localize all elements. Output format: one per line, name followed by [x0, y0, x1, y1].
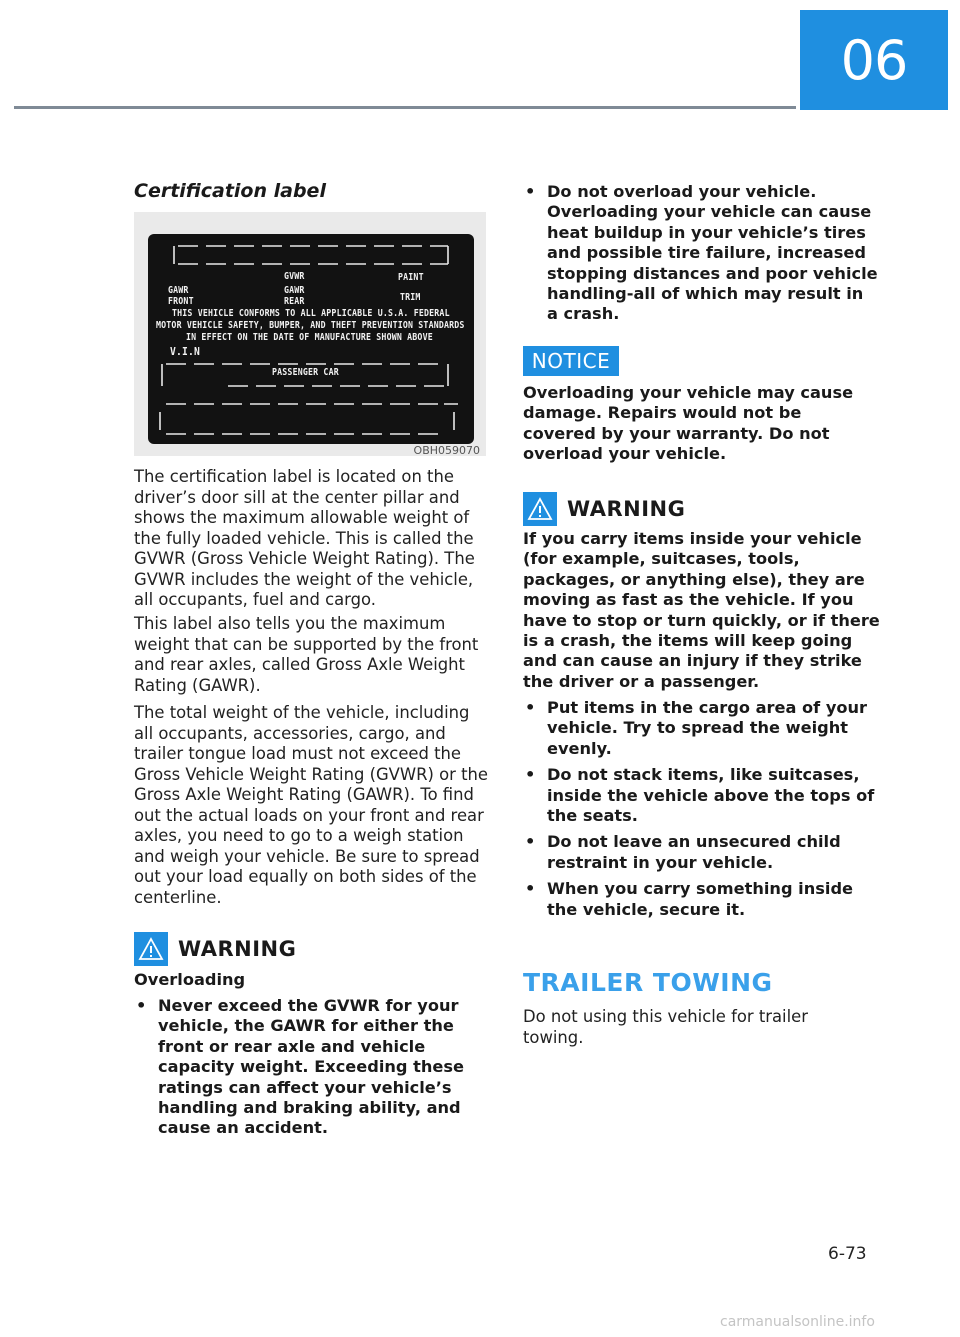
label-gawr-front-1: GAWR — [168, 285, 189, 296]
warning-2-list — [523, 698, 879, 926]
warning-1-list — [134, 996, 490, 1145]
overload-list — [523, 182, 879, 331]
certification-label-figure — [134, 212, 486, 456]
label-line-2: MOTOR VEHICLE SAFETY, BUMPER, AND THEFT PREVENTION STANDARDS — [156, 320, 465, 331]
label-gawr-front-2: FRONT — [168, 296, 194, 307]
warning-title-2: WARNING — [567, 497, 686, 521]
warning-subtitle: Overloading — [134, 970, 246, 989]
warning-header-1 — [134, 932, 296, 966]
chapter-tab: 06 — [800, 10, 948, 110]
label-passenger-car: PASSENGER CAR — [272, 367, 339, 378]
label-gawr-rear-1: GAWR — [284, 285, 305, 296]
label-vin: V.I.N — [170, 345, 201, 358]
section-title: Certification label — [134, 180, 326, 202]
list-item: • Do not stack items, like suitcases, inside the vehicle above the tops of the seats. — [523, 765, 879, 826]
paragraph-2: This label also tells you the maximum weight that can be supported by the front and rear axles, called Gross Axle Weight Rating (GAWR). — [134, 614, 479, 695]
header-rule — [14, 106, 796, 109]
label-line-1: THIS VEHICLE CONFORMS TO ALL APPLICABLE U.S.A. FEDERAL — [172, 308, 450, 319]
list-item: • Never exceed the GVWR for your vehicle, the GAWR for either the front or rear axle and vehicle capacity weight. Exceeding these ratings can affect your vehicle’s handling and braking ability, and cause an accident. — [134, 996, 490, 1139]
paragraph-1: The certification label is located on the driver’s door sill at the center pillar and shows the maximum allowable weight of the fully loaded vehicle. This is called the GVWR (Gross Vehicle Weight Rating). The GVWR includes the weight of the vehicle, all occupants, fuel and cargo. — [134, 467, 475, 609]
notice-text: Overloading your vehicle may cause damage. Repairs would not be covered by your warranty. Do not overload your vehicle. — [523, 383, 854, 464]
trailer-towing-heading: TRAILER TOWING — [523, 968, 773, 997]
warning-2-intro: If you carry items inside your vehicle (for example, suitcases, tools, packages, or anything else), they are moving as fast as the vehicle. If you have to stop or turn quickly, or if there is a crash, the items will keep going and can cause an injury if they strike the driver or a passenger. — [523, 529, 880, 691]
warning-header-2 — [523, 492, 685, 526]
watermark: carmanualsonline.info — [720, 1314, 875, 1330]
label-line-3: IN EFFECT ON THE DATE OF MANUFACTURE SHOWN ABOVE — [186, 332, 433, 343]
label-gawr-rear-2: REAR — [284, 296, 305, 307]
list-item: • Do not leave an unsecured child restraint in your vehicle. — [523, 832, 879, 873]
list-item: • Put items in the cargo area of your vehicle. Try to spread the weight evenly. — [523, 698, 879, 759]
label-trim: TRIM — [400, 292, 421, 303]
trailer-towing-text: Do not using this vehicle for trailer towing. — [523, 1007, 808, 1047]
certification-label-plate — [148, 234, 474, 444]
page-number: 6-73 — [828, 1244, 867, 1264]
label-gvwr: GVWR — [284, 271, 305, 282]
list-item: • When you carry something inside the vehicle, secure it. — [523, 879, 879, 920]
notice-badge: NOTICE — [523, 346, 619, 376]
paragraph-3: The total weight of the vehicle, including all occupants, accessories, cargo, and trailer tongue load must not exceed the Gross Vehicle Weight Rating (GVWR) or the Gross Axle Weight Rating (GAWR). To find out the actual loads on your front and rear axles, you need to go to a weigh station and weigh your vehicle. Be sure to spread out your load equally on both sides of the centerline. — [134, 703, 488, 907]
list-item: • Do not overload your vehicle. Overloading your vehicle can cause heat buildup in your vehicle’s tires and possible tire failure, increased stopping distances and poor vehicle handling-all of which may result in a crash. — [523, 182, 879, 325]
figure-code: OBH059070 — [413, 444, 480, 457]
warning-triangle-icon — [134, 932, 168, 966]
warning-title-1: WARNING — [178, 937, 297, 961]
warning-triangle-icon — [523, 492, 557, 526]
label-paint: PAINT — [398, 272, 424, 283]
